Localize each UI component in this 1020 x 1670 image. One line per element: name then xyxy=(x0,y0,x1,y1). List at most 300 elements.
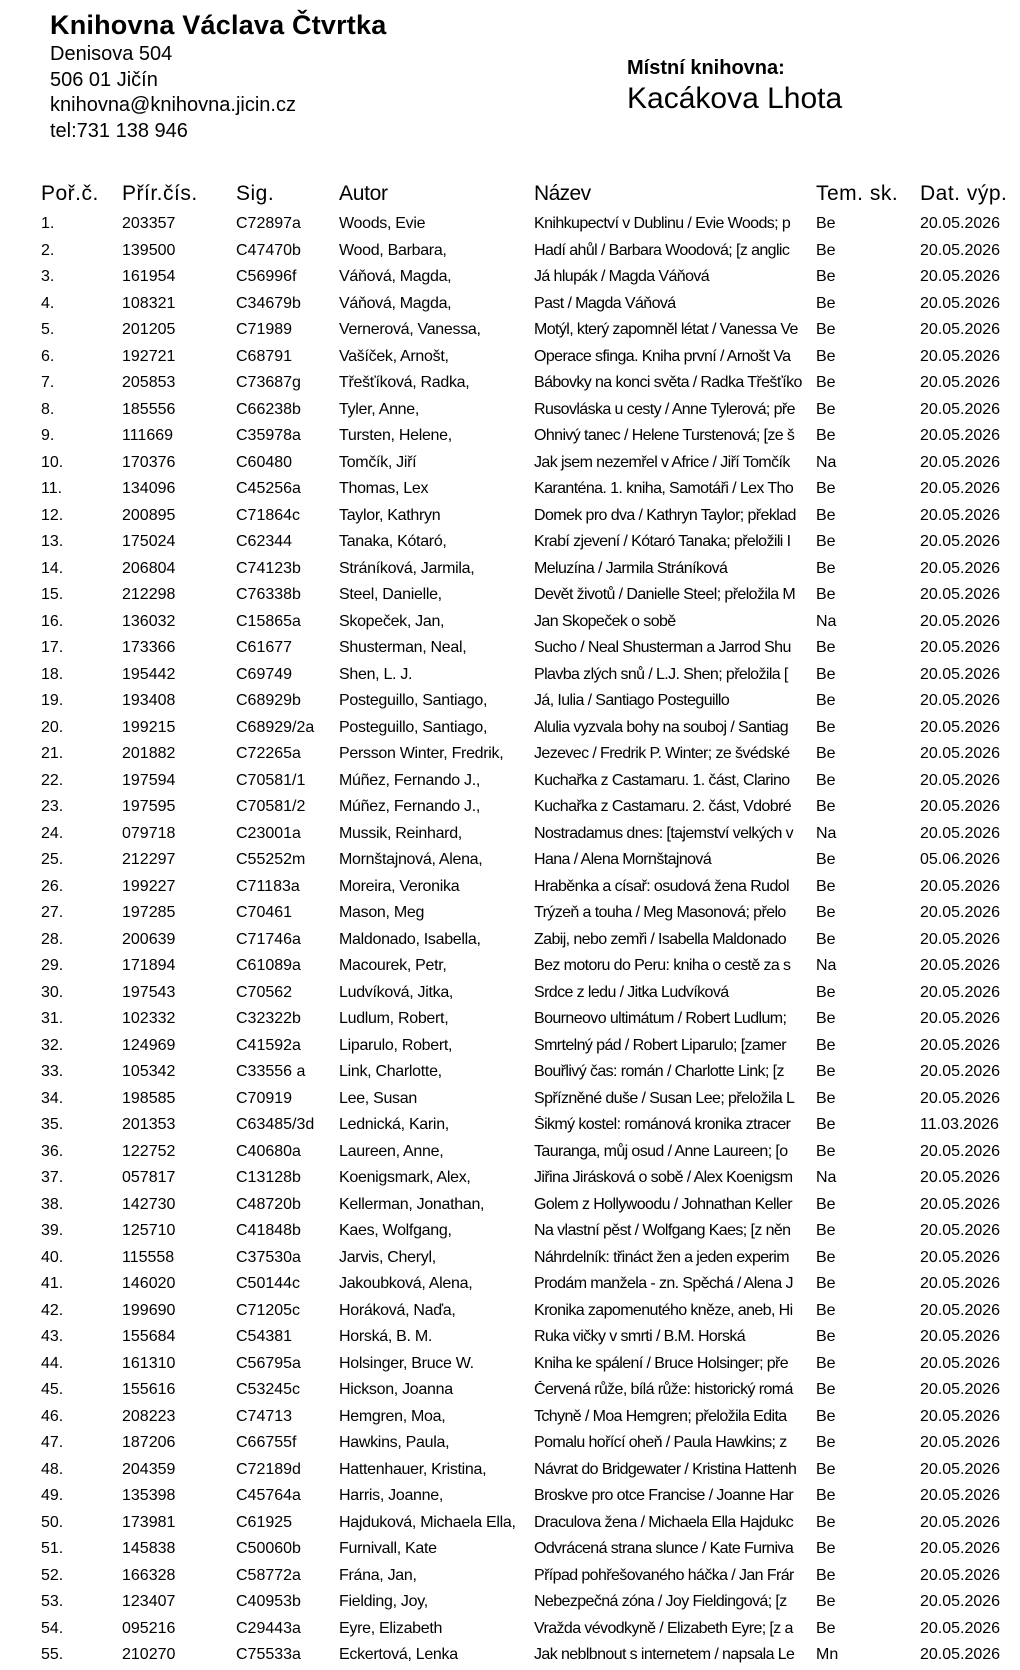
table-row xyxy=(0,1458,1020,1485)
cell-author: Třešťíková, Radka, xyxy=(339,374,470,391)
table-row xyxy=(0,345,1020,372)
cell-title: Karanténa. 1. kniha, Samotáři / Lex Tho xyxy=(534,480,794,497)
cell-order: 51. xyxy=(41,1540,64,1557)
cell-theme-group: Be xyxy=(816,718,836,736)
cell-loan-date: 20.05.2026 xyxy=(920,612,1001,630)
cell-theme-group: Be xyxy=(816,480,836,497)
cell-signature: C74123b xyxy=(236,559,301,577)
table-row xyxy=(0,716,1020,743)
header-order: Poř.č. xyxy=(41,182,99,205)
cell-theme-group: Mn xyxy=(816,1646,839,1663)
cell-order: 40. xyxy=(41,1248,64,1266)
table-row xyxy=(0,583,1020,610)
cell-author: Ludvíková, Jitka, xyxy=(339,983,454,1001)
cell-signature: C72265a xyxy=(236,745,301,762)
table-row xyxy=(0,1299,1020,1326)
cell-order: 27. xyxy=(41,904,64,921)
cell-loan-date: 20.05.2026 xyxy=(920,1063,1001,1080)
cell-author: Shen, L. J. xyxy=(339,665,413,683)
library-address xyxy=(50,42,296,144)
cell-author: Tyler, Anne, xyxy=(339,400,420,418)
cell-order: 20. xyxy=(41,718,64,736)
cell-title: Bouřlivý čas: román / Charlotte Link; [z xyxy=(534,1063,784,1080)
cell-accession: 136032 xyxy=(122,612,176,630)
table-body xyxy=(0,212,1020,1670)
cell-loan-date: 20.05.2026 xyxy=(920,957,1001,974)
cell-accession: 123407 xyxy=(122,1593,176,1610)
cell-accession: 201353 xyxy=(122,1116,176,1133)
cell-loan-date: 20.05.2026 xyxy=(920,904,1001,921)
cell-loan-date: 20.05.2026 xyxy=(920,1593,1001,1610)
cell-title: Kronika zapomenutého kněze, aneb, Hi xyxy=(534,1301,793,1319)
cell-title: Kuchařka z Castamaru. 2. část, Vdobré xyxy=(534,798,792,815)
cell-accession: 212297 xyxy=(122,851,176,868)
cell-loan-date: 20.05.2026 xyxy=(920,374,1001,391)
cell-title: Hadí ahůl / Barbara Woodová; [z anglic xyxy=(534,241,790,259)
cell-order: 17. xyxy=(41,639,64,656)
cell-title: Jezevec / Fredrik P. Winter; ze švédské xyxy=(534,745,790,762)
cell-loan-date: 20.05.2026 xyxy=(920,983,1001,1001)
cell-author: Moreira, Veronika xyxy=(339,877,460,895)
cell-theme-group: Be xyxy=(816,1354,836,1372)
branch-name: Kacákova Lhota xyxy=(627,82,843,115)
cell-title: Golem z Hollywoodu / Johnathan Keller xyxy=(534,1195,792,1213)
table-row xyxy=(0,1272,1020,1299)
cell-order: 26. xyxy=(41,877,64,895)
cell-author: Posteguillo, Santiago, xyxy=(339,692,488,709)
cell-order: 7. xyxy=(41,374,55,391)
table-row xyxy=(0,371,1020,398)
cell-signature: C45764a xyxy=(236,1487,301,1504)
cell-theme-group: Be xyxy=(816,1222,836,1239)
cell-theme-group: Be xyxy=(816,1487,836,1504)
cell-theme-group: Be xyxy=(816,1328,836,1345)
table-row xyxy=(0,292,1020,319)
cell-accession: 095216 xyxy=(122,1619,176,1637)
cell-title: Past / Magda Váňová xyxy=(534,294,676,312)
cell-loan-date: 20.05.2026 xyxy=(920,639,1001,656)
cell-loan-date: 20.05.2026 xyxy=(920,1222,1001,1239)
cell-signature: C72189d xyxy=(236,1460,301,1478)
cell-order: 13. xyxy=(41,533,64,550)
cell-accession: 115558 xyxy=(122,1248,175,1266)
cell-title: Zabij, nebo zemři / Isabella Maldonado xyxy=(534,930,787,948)
cell-title: Motýl, který zapomněl létat / Vanessa Ve xyxy=(534,321,798,338)
cell-theme-group: Be xyxy=(816,1089,836,1107)
header-loan-date: Dat. výp. xyxy=(920,182,1008,205)
cell-theme-group: Be xyxy=(816,321,836,338)
cell-loan-date: 20.05.2026 xyxy=(920,347,1001,365)
table-row xyxy=(0,318,1020,345)
cell-signature: C73687g xyxy=(236,374,301,391)
table-row xyxy=(0,212,1020,239)
cell-signature: C23001a xyxy=(236,824,301,842)
cell-title: Meluzína / Jarmila Stráníková xyxy=(534,559,728,577)
cell-theme-group: Be xyxy=(816,1275,836,1292)
cell-accession: 122752 xyxy=(122,1142,176,1160)
table-row xyxy=(0,265,1020,292)
cell-signature: C13128b xyxy=(236,1169,301,1186)
cell-accession: 199690 xyxy=(122,1301,176,1319)
cell-loan-date: 20.05.2026 xyxy=(920,321,1001,338)
cell-theme-group: Be xyxy=(816,692,836,709)
cell-accession: 173366 xyxy=(122,639,176,656)
cell-loan-date: 05.06.2026 xyxy=(920,851,1001,868)
cell-theme-group: Be xyxy=(816,1460,836,1478)
cell-author: Steel, Danielle, xyxy=(339,586,442,603)
cell-order: 5. xyxy=(41,321,55,338)
cell-title: Alulia vyzvala bohy na souboj / Santiag xyxy=(534,718,789,736)
cell-signature: C72897a xyxy=(236,215,301,232)
cell-accession: 124969 xyxy=(122,1036,176,1054)
header-accession: Přír.čís. xyxy=(122,182,198,205)
address-street: Denisova 504 xyxy=(50,43,173,65)
cell-theme-group: Na xyxy=(816,957,837,974)
cell-signature: C33556 a xyxy=(236,1063,306,1080)
cell-author: Shusterman, Neal, xyxy=(339,639,467,656)
cell-theme-group: Be xyxy=(816,1036,836,1054)
cell-theme-group: Be xyxy=(816,1513,836,1531)
cell-accession: 139500 xyxy=(122,241,176,259)
cell-order: 43. xyxy=(41,1328,64,1345)
table-row xyxy=(0,795,1020,822)
cell-theme-group: Be xyxy=(816,1301,836,1319)
table-row xyxy=(0,530,1020,557)
cell-author: Hattenhauer, Kristina, xyxy=(339,1460,487,1478)
cell-order: 16. xyxy=(41,612,64,630)
cell-accession: 146020 xyxy=(122,1275,176,1292)
cell-theme-group: Be xyxy=(816,1063,836,1080)
cell-signature: C66238b xyxy=(236,400,301,418)
cell-order: 23. xyxy=(41,798,64,815)
cell-order: 31. xyxy=(41,1010,64,1027)
cell-order: 54. xyxy=(41,1619,64,1637)
cell-order: 32. xyxy=(41,1036,64,1054)
cell-signature: C61089a xyxy=(236,957,301,974)
cell-author: Posteguillo, Santiago, xyxy=(339,718,488,736)
cell-loan-date: 20.05.2026 xyxy=(920,745,1001,762)
cell-loan-date: 20.05.2026 xyxy=(920,824,1001,842)
table-header xyxy=(0,182,1020,210)
cell-order: 14. xyxy=(41,559,64,577)
table-row xyxy=(0,875,1020,902)
cell-order: 41. xyxy=(41,1275,64,1292)
cell-accession: 204359 xyxy=(122,1460,176,1478)
cell-accession: 195442 xyxy=(122,665,176,683)
cell-theme-group: Be xyxy=(816,1195,836,1213)
cell-accession: 197595 xyxy=(122,798,176,815)
cell-theme-group: Be xyxy=(816,1381,836,1398)
table-row xyxy=(0,1590,1020,1617)
cell-loan-date: 20.05.2026 xyxy=(920,1407,1001,1425)
cell-loan-date: 20.05.2026 xyxy=(920,930,1001,948)
cell-accession: 173981 xyxy=(122,1513,176,1531)
cell-signature: C40953b xyxy=(236,1593,301,1610)
cell-accession: 161954 xyxy=(122,268,176,285)
cell-loan-date: 11.03.2026 xyxy=(920,1116,999,1133)
cell-signature: C71864c xyxy=(236,506,301,524)
header-signature: Sig. xyxy=(236,182,275,205)
cell-title: Tchyně / Moa Hemgren; přeložila Edita xyxy=(534,1407,787,1425)
cell-title: Operace sfinga. Kniha první / Arnošt Va xyxy=(534,347,791,365)
cell-loan-date: 20.05.2026 xyxy=(920,1540,1001,1557)
cell-accession: 135398 xyxy=(122,1487,176,1504)
cell-order: 44. xyxy=(41,1354,64,1372)
cell-accession: 166328 xyxy=(122,1566,176,1584)
cell-title: Jak jsem nezemřel v Africe / Jiří Tomčík xyxy=(534,453,790,471)
cell-order: 55. xyxy=(41,1646,64,1663)
cell-title: Vražda vévodkyně / Elizabeth Eyre; [z a xyxy=(534,1619,793,1637)
cell-theme-group: Be xyxy=(816,1010,836,1027)
cell-signature: C61925 xyxy=(236,1513,293,1531)
cell-loan-date: 20.05.2026 xyxy=(920,506,1001,524)
header-theme-group: Tem. sk. xyxy=(816,182,899,205)
table-row xyxy=(0,1564,1020,1591)
table-row xyxy=(0,610,1020,637)
table-row xyxy=(0,742,1020,769)
cell-accession: 134096 xyxy=(122,480,176,497)
cell-author: Vašíček, Arnošt, xyxy=(339,347,449,365)
cell-theme-group: Be xyxy=(816,745,836,762)
cell-author: Lednická, Karin, xyxy=(339,1116,449,1133)
cell-theme-group: Be xyxy=(816,400,836,418)
table-row xyxy=(0,1643,1020,1670)
cell-author: Taylor, Kathryn xyxy=(339,506,441,524)
table-row xyxy=(0,1484,1020,1511)
cell-order: 47. xyxy=(41,1434,64,1451)
table-row xyxy=(0,1537,1020,1564)
cell-title: Hana / Alena Mornštajnová xyxy=(534,851,712,868)
cell-signature: C71205c xyxy=(236,1301,301,1319)
table-row xyxy=(0,954,1020,981)
cell-loan-date: 20.05.2026 xyxy=(920,1169,1001,1186)
cell-order: 15. xyxy=(41,586,64,603)
cell-title: Srdce z ledu / Jitka Ludvíková xyxy=(534,983,729,1001)
cell-loan-date: 20.05.2026 xyxy=(920,1566,1001,1584)
cell-theme-group: Na xyxy=(816,824,837,842)
cell-author: Váňová, Magda, xyxy=(339,268,452,285)
cell-order: 12. xyxy=(41,506,64,524)
cell-accession: 199227 xyxy=(122,877,176,895)
cell-order: 28. xyxy=(41,930,64,948)
cell-accession: 108321 xyxy=(122,294,176,312)
cell-order: 1. xyxy=(41,215,55,232)
cell-loan-date: 20.05.2026 xyxy=(920,1619,1001,1637)
cell-theme-group: Be xyxy=(816,1540,836,1557)
cell-order: 37. xyxy=(41,1169,64,1186)
cell-order: 45. xyxy=(41,1381,64,1398)
cell-theme-group: Be xyxy=(816,1407,836,1425)
cell-theme-group: Be xyxy=(816,268,836,285)
cell-signature: C55252m xyxy=(236,851,306,868)
cell-accession: 201205 xyxy=(122,321,176,338)
table-row xyxy=(0,1405,1020,1432)
cell-loan-date: 20.05.2026 xyxy=(920,1275,1001,1292)
cell-author: Ludlum, Robert, xyxy=(339,1010,449,1027)
cell-signature: C37530a xyxy=(236,1248,301,1266)
cell-theme-group: Be xyxy=(816,215,836,232)
table-row xyxy=(0,424,1020,451)
cell-author: Mussik, Reinhard, xyxy=(339,824,462,842)
cell-title: Devět životů / Danielle Steel; přeložila M xyxy=(534,586,796,603)
cell-author: Eckertová, Lenka xyxy=(339,1646,458,1663)
cell-author: Mason, Meg xyxy=(339,904,425,921)
table-row xyxy=(0,1325,1020,1352)
cell-author: Tursten, Helene, xyxy=(339,427,452,444)
cell-title: Tauranga, můj osud / Anne Laureen; [o xyxy=(534,1142,788,1160)
cell-theme-group: Be xyxy=(816,639,836,656)
table-row xyxy=(0,1352,1020,1379)
cell-title: Jan Skopeček o sobě xyxy=(534,612,676,630)
cell-order: 49. xyxy=(41,1487,64,1504)
cell-signature: C61677 xyxy=(236,639,293,656)
cell-title: Sucho / Neal Shusterman a Jarrod Shu xyxy=(534,639,791,656)
cell-signature: C70581/1 xyxy=(236,771,306,789)
address-phone: tel:731 138 946 xyxy=(50,119,188,142)
cell-title: Odvrácená strana slunce / Kate Furniva xyxy=(534,1540,794,1557)
cell-signature: C70581/2 xyxy=(236,798,306,815)
cell-order: 35. xyxy=(41,1116,64,1133)
cell-loan-date: 20.05.2026 xyxy=(920,533,1001,550)
table-row xyxy=(0,1007,1020,1034)
cell-accession: 155684 xyxy=(122,1328,176,1345)
cell-loan-date: 20.05.2026 xyxy=(920,559,1001,577)
cell-signature: C58772a xyxy=(236,1566,301,1584)
cell-order: 29. xyxy=(41,957,64,974)
cell-loan-date: 20.05.2026 xyxy=(920,1010,1001,1027)
cell-author: Hajduková, Michaela Ella, xyxy=(339,1513,516,1531)
cell-theme-group: Be xyxy=(816,983,836,1001)
cell-loan-date: 20.05.2026 xyxy=(920,1142,1001,1160)
table-row xyxy=(0,477,1020,504)
cell-signature: C41592a xyxy=(236,1036,301,1054)
cell-title: Krabí zjevení / Kótaró Tanaka; přeložili I xyxy=(534,533,791,550)
cell-signature: C32322b xyxy=(236,1010,301,1027)
table-row xyxy=(0,848,1020,875)
cell-loan-date: 20.05.2026 xyxy=(920,241,1001,259)
cell-accession: 197594 xyxy=(122,771,176,789)
address-city: 506 01 Jičín xyxy=(50,68,158,91)
cell-theme-group: Be xyxy=(816,533,836,550)
cell-accession: 142730 xyxy=(122,1195,176,1213)
cell-loan-date: 20.05.2026 xyxy=(920,1354,1001,1372)
table-row xyxy=(0,663,1020,690)
cell-title: Broskve pro otce Francise / Joanne Har xyxy=(534,1487,794,1504)
cell-accession: 200639 xyxy=(122,930,176,948)
cell-order: 50. xyxy=(41,1513,64,1531)
cell-signature: C47470b xyxy=(236,241,301,259)
cell-title: Pomalu hořící oheň / Paula Hawkins; z xyxy=(534,1434,787,1451)
cell-loan-date: 20.05.2026 xyxy=(920,1036,1001,1054)
cell-loan-date: 20.05.2026 xyxy=(920,1089,1001,1107)
cell-order: 10. xyxy=(41,453,64,471)
header-title: Název xyxy=(534,182,591,205)
cell-accession: 170376 xyxy=(122,453,176,471)
cell-loan-date: 20.05.2026 xyxy=(920,771,1001,789)
cell-accession: 193408 xyxy=(122,692,176,709)
cell-signature: C74713 xyxy=(236,1407,293,1425)
cell-title: Bábovky na konci světa / Radka Třešťíko xyxy=(534,374,802,391)
table-row xyxy=(0,769,1020,796)
cell-signature: C53245c xyxy=(236,1381,301,1398)
cell-author: Múñez, Fernando J., xyxy=(339,771,481,789)
cell-order: 42. xyxy=(41,1301,64,1319)
cell-title: Plavba zlých snů / L.J. Shen; přeložila [ xyxy=(534,665,788,683)
cell-signature: C50144c xyxy=(236,1275,301,1292)
cell-author: Link, Charlotte, xyxy=(339,1063,442,1080)
cell-author: Liparulo, Robert, xyxy=(339,1036,453,1054)
cell-accession: 200895 xyxy=(122,506,176,524)
table-row xyxy=(0,1087,1020,1114)
cell-signature: C71746a xyxy=(236,930,301,948)
table-row xyxy=(0,239,1020,266)
table-row xyxy=(0,557,1020,584)
cell-accession: 192721 xyxy=(122,347,176,365)
cell-order: 34. xyxy=(41,1089,64,1107)
cell-author: Horáková, Naďa, xyxy=(339,1301,456,1319)
cell-accession: 057817 xyxy=(122,1169,176,1186)
cell-loan-date: 20.05.2026 xyxy=(920,1646,1001,1663)
cell-signature: C54381 xyxy=(236,1328,293,1345)
cell-theme-group: Be xyxy=(816,1434,836,1451)
cell-order: 53. xyxy=(41,1593,64,1610)
cell-title: Ohnivý tanec / Helene Turstenová; [ze š xyxy=(534,427,795,444)
cell-loan-date: 20.05.2026 xyxy=(920,480,1001,497)
cell-author: Váňová, Magda, xyxy=(339,294,452,312)
cell-accession: 187206 xyxy=(122,1434,176,1451)
cell-accession: 161310 xyxy=(122,1354,176,1372)
cell-loan-date: 20.05.2026 xyxy=(920,1301,1001,1319)
cell-theme-group: Be xyxy=(816,877,836,895)
cell-theme-group: Be xyxy=(816,1248,836,1266)
table-row xyxy=(0,1617,1020,1644)
cell-order: 6. xyxy=(41,347,55,365)
cell-order: 36. xyxy=(41,1142,64,1160)
table-row xyxy=(0,1166,1020,1193)
table-row xyxy=(0,504,1020,531)
cell-signature: C35978a xyxy=(236,427,301,444)
cell-signature: C60480 xyxy=(236,453,293,471)
cell-order: 22. xyxy=(41,771,64,789)
cell-accession: 079718 xyxy=(122,824,176,842)
cell-order: 38. xyxy=(41,1195,64,1213)
table-row xyxy=(0,1246,1020,1273)
cell-signature: C15865a xyxy=(236,612,301,630)
cell-loan-date: 20.05.2026 xyxy=(920,692,1001,709)
cell-accession: 185556 xyxy=(122,400,176,418)
cell-signature: C76338b xyxy=(236,586,301,603)
cell-author: Wood, Barbara, xyxy=(339,241,447,259)
cell-accession: 105342 xyxy=(122,1063,176,1080)
cell-author: Harris, Joanne, xyxy=(339,1487,443,1504)
cell-signature: C68929/2a xyxy=(236,718,315,736)
cell-author: Hawkins, Paula, xyxy=(339,1434,450,1451)
table-row xyxy=(0,1060,1020,1087)
cell-loan-date: 20.05.2026 xyxy=(920,1195,1001,1213)
cell-author: Macourek, Petr, xyxy=(339,957,447,974)
cell-loan-date: 20.05.2026 xyxy=(920,294,1001,312)
cell-signature: C34679b xyxy=(236,294,301,312)
cell-signature: C62344 xyxy=(236,533,293,550)
cell-order: 19. xyxy=(41,692,64,709)
table-row xyxy=(0,451,1020,478)
cell-loan-date: 20.05.2026 xyxy=(920,665,1001,683)
table-row xyxy=(0,1034,1020,1061)
cell-order: 8. xyxy=(41,400,55,418)
cell-accession: 125710 xyxy=(122,1222,176,1239)
table-row xyxy=(0,928,1020,955)
cell-signature: C69749 xyxy=(236,665,293,683)
